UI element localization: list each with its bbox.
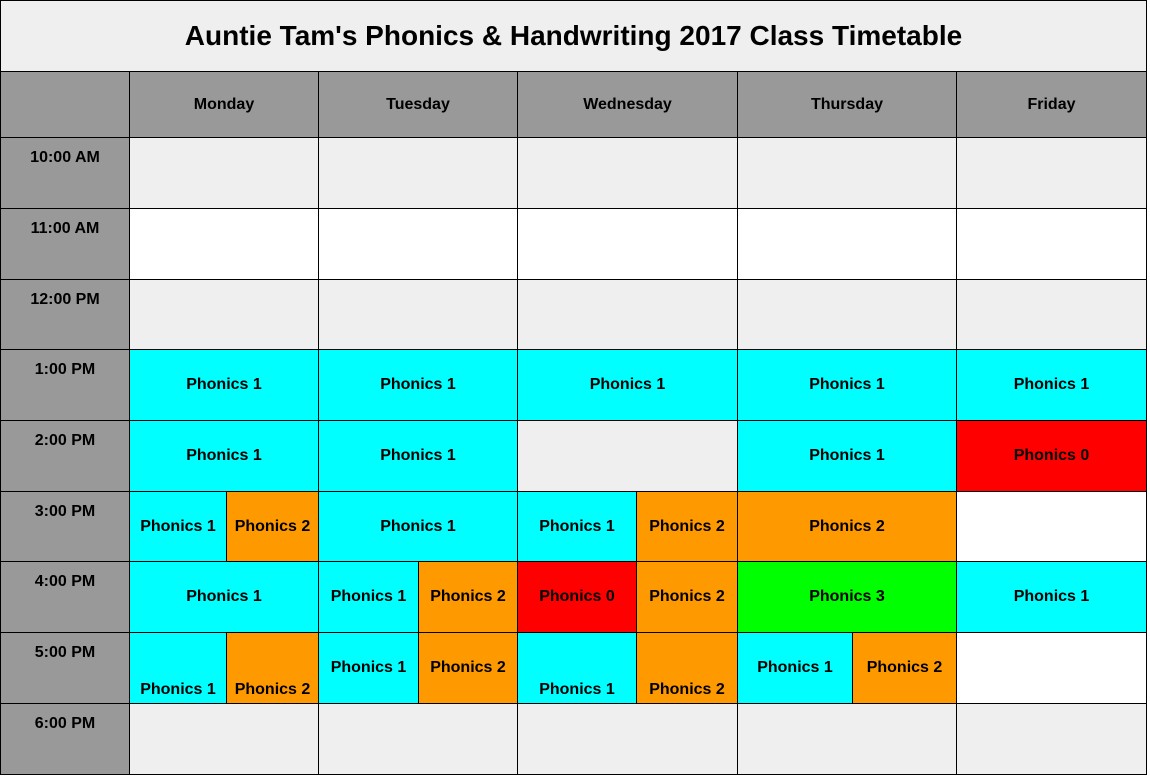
time-label: 5:00 PM [0,633,130,704]
lesson-cell: Phonics 1 [957,562,1147,633]
empty-cell [518,209,738,280]
lesson-cell: Phonics 1 [130,562,319,633]
lesson-cell: Phonics 2 [419,633,518,704]
lesson-cell: Phonics 1 [130,350,319,421]
time-label: 12:00 PM [0,280,130,350]
lesson-cell: Phonics 3 [738,562,957,633]
empty-cell [957,492,1147,562]
lesson-cell: Phonics 1 [319,562,419,633]
lesson-cell: Phonics 1 [738,421,957,492]
lesson-cell: Phonics 2 [637,492,738,562]
time-label: 6:00 PM [0,704,130,775]
day-header-wednesday: Wednesday [518,72,738,138]
empty-cell [957,209,1147,280]
time-label: 10:00 AM [0,138,130,209]
empty-cell [518,138,738,209]
lesson-cell: Phonics 1 [130,492,227,562]
empty-cell [319,209,518,280]
timetable-title: Auntie Tam's Phonics & Handwriting 2017 Class Timetable [0,0,1147,72]
time-label: 3:00 PM [0,492,130,562]
empty-cell [319,280,518,350]
empty-cell [518,704,738,775]
empty-cell [130,704,319,775]
empty-cell [957,704,1147,775]
empty-cell [957,280,1147,350]
lesson-cell: Phonics 1 [130,421,319,492]
lesson-cell: Phonics 2 [637,562,738,633]
time-label: 11:00 AM [0,209,130,280]
empty-cell [130,280,319,350]
lesson-cell: Phonics 1 [518,633,637,704]
lesson-cell: Phonics 2 [419,562,518,633]
lesson-cell: Phonics 1 [518,350,738,421]
empty-cell [738,209,957,280]
empty-cell [518,280,738,350]
lesson-cell: Phonics 0 [957,421,1147,492]
lesson-cell: Phonics 2 [637,633,738,704]
empty-cell [738,280,957,350]
day-header-tuesday: Tuesday [319,72,518,138]
lesson-cell: Phonics 2 [227,492,319,562]
empty-cell [738,138,957,209]
lesson-cell: Phonics 0 [518,562,637,633]
empty-cell [319,138,518,209]
day-header-monday: Monday [130,72,319,138]
time-label: 2:00 PM [0,421,130,492]
empty-cell [130,209,319,280]
day-header-thursday: Thursday [738,72,957,138]
lesson-cell: Phonics 1 [319,350,518,421]
lesson-cell: Phonics 1 [319,633,419,704]
empty-cell [957,138,1147,209]
lesson-cell: Phonics 2 [738,492,957,562]
lesson-cell: Phonics 1 [738,633,853,704]
lesson-cell: Phonics 1 [738,350,957,421]
lesson-cell: Phonics 1 [130,633,227,704]
lesson-cell: Phonics 2 [853,633,957,704]
lesson-cell: Phonics 2 [227,633,319,704]
header-corner [0,72,130,138]
time-label: 4:00 PM [0,562,130,633]
day-header-friday: Friday [957,72,1147,138]
empty-cell [957,633,1147,704]
lesson-cell: Phonics 1 [319,421,518,492]
empty-cell [738,704,957,775]
lesson-cell: Phonics 1 [957,350,1147,421]
empty-cell [130,138,319,209]
lesson-cell: Phonics 1 [319,492,518,562]
lesson-cell: Phonics 1 [518,492,637,562]
empty-cell [319,704,518,775]
empty-cell [518,421,738,492]
time-label: 1:00 PM [0,350,130,421]
